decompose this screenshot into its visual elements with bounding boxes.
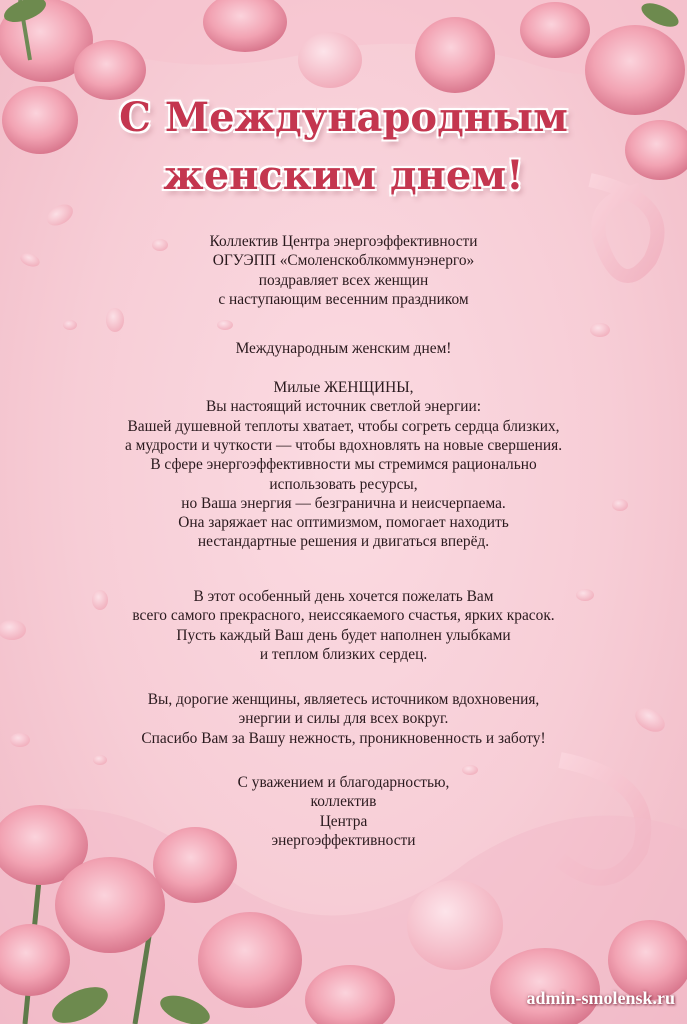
greeting-line: ОГУЭПП «Смоленскоблкоммунэнерго» [212, 252, 475, 270]
greeting-line: Центра [319, 812, 368, 830]
greeting-line: В этот особенный день хочется пожелать Вам [193, 588, 494, 605]
greeting-line: энергии и силы для всех вокруг. [238, 710, 449, 728]
greeting-line: Вашей душевной теплоты хватает, чтобы согреть сердца близких, [127, 417, 560, 435]
greeting-text [40, 0, 647, 1024]
greeting-line: Коллектив Центра энергоэффективности [209, 233, 478, 250]
greeting-line: Милые ЖЕНЩИНЫ, [273, 379, 414, 396]
site-watermark: admin-smolensk.ru [526, 988, 675, 1008]
greeting-line: Вы настоящий источник светлой энергии: [205, 398, 482, 416]
greeting-line: поздравляет всех женщин [258, 271, 429, 289]
card-title-line-1: С Международным [119, 94, 568, 141]
greeting-line: всего самого прекрасного, неиссякаемого счастья, ярких красок. [132, 607, 555, 625]
greeting-line: использовать ресурсы, [269, 475, 418, 493]
greeting-line: Вы, дорогие женщины, являетесь источником вдохновения, [147, 691, 540, 708]
greeting-line: Она заряжает нас оптимизмом, помогает находить [178, 514, 509, 532]
greeting-line: Спасибо Вам за Вашу нежность, проникновенность и заботу! [141, 729, 546, 747]
greeting-line: энергоэффективности [271, 831, 416, 849]
greeting-line: Международным женским днем! [235, 340, 452, 357]
greeting-line: с наступающим весенним праздником [218, 290, 469, 308]
greeting-line: В сфере энергоэффективности мы стремимся рационально [150, 456, 537, 474]
greeting-line: Пусть каждый Ваш день будет наполнен улыбками [176, 626, 511, 644]
greeting-line: коллектив [310, 793, 377, 811]
card-title-line-2: женским днем! [163, 152, 524, 199]
greeting-line: и теплом близких сердец. [259, 645, 428, 663]
greeting-line: но Ваша энергия — безгранична и неисчерпаема. [181, 494, 506, 512]
greeting-line: С уважением и благодарностью, [237, 774, 450, 791]
greeting-line: нестандартные решения и двигаться вперёд. [197, 533, 490, 551]
greeting-line: а мудрости и чуткости — чтобы вдохновлять на новые свершения. [124, 436, 563, 454]
